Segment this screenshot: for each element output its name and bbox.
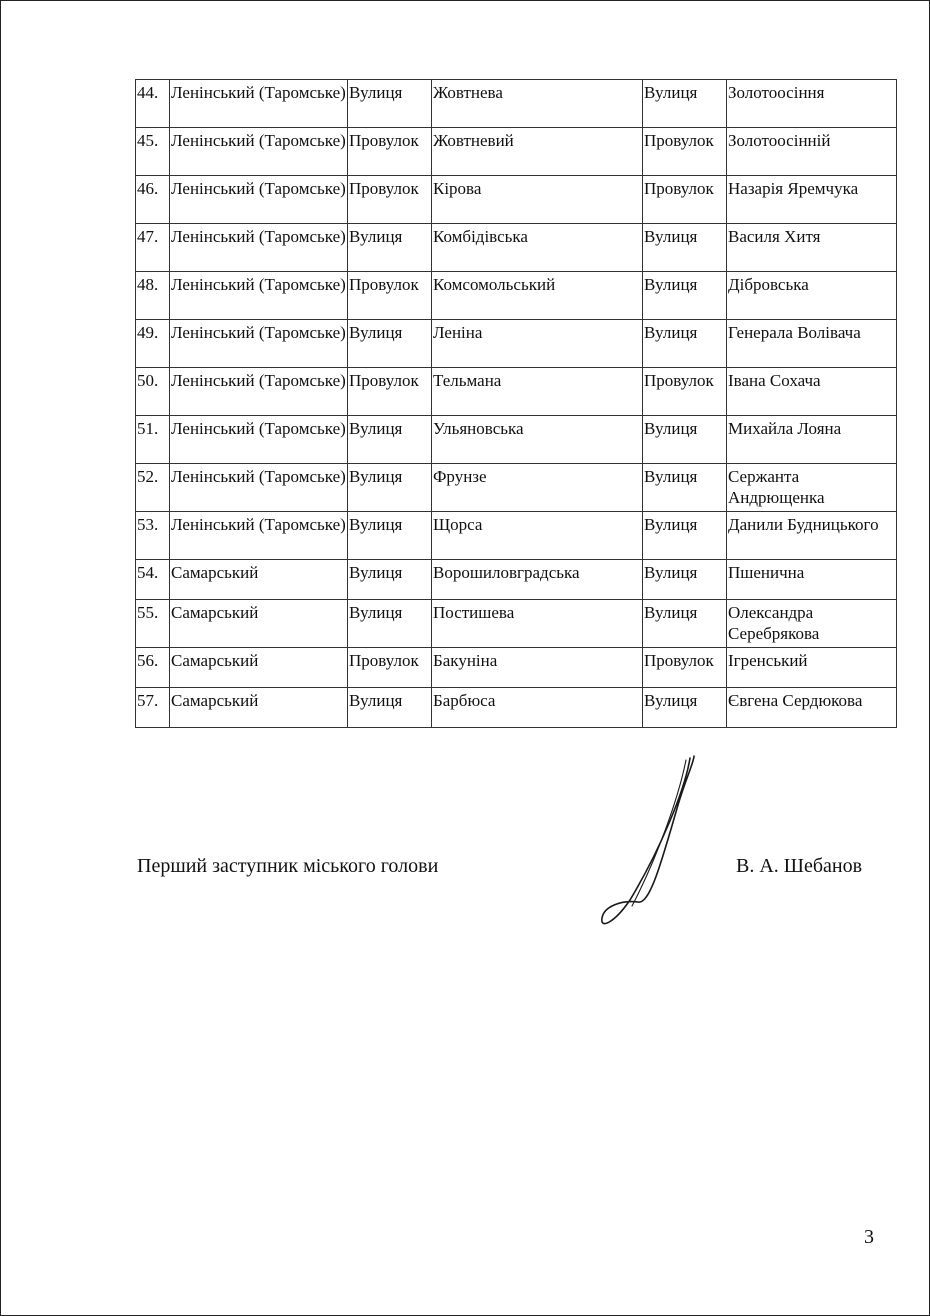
old-type-cell: Вулиця <box>348 320 432 368</box>
new-type-cell: Вулиця <box>643 560 727 600</box>
old-type-cell: Вулиця <box>348 600 432 648</box>
signatory-title: Перший заступник міського голови <box>137 855 439 877</box>
new-type-cell: Провулок <box>643 368 727 416</box>
old-type-cell: Провулок <box>348 648 432 688</box>
district-cell: Ленінський (Таромське) <box>170 224 348 272</box>
old-name-cell: Фрунзе <box>432 464 643 512</box>
old-name-cell: Бакуніна <box>432 648 643 688</box>
table-row <box>136 648 897 688</box>
row-number: 55. <box>136 600 170 648</box>
row-number: 54. <box>136 560 170 600</box>
new-type-cell: Вулиця <box>643 224 727 272</box>
table-row <box>136 416 897 464</box>
table-row <box>136 80 897 128</box>
old-name-cell: Щорса <box>432 512 643 560</box>
old-type-cell: Провулок <box>348 368 432 416</box>
new-type-cell: Провулок <box>643 648 727 688</box>
new-type-cell: Вулиця <box>643 464 727 512</box>
new-name-cell: Назарія Яремчука <box>727 176 897 224</box>
old-name-cell: Жовтнева <box>432 80 643 128</box>
new-type-cell: Провулок <box>643 128 727 176</box>
row-number: 45. <box>136 128 170 176</box>
new-type-cell: Вулиця <box>643 80 727 128</box>
old-name-cell: Кірова <box>432 176 643 224</box>
district-cell: Самарський <box>170 688 348 728</box>
old-name-cell: Тельмана <box>432 368 643 416</box>
district-cell: Ленінський (Таромське) <box>170 464 348 512</box>
table-row <box>136 176 897 224</box>
new-type-cell: Вулиця <box>643 600 727 648</box>
old-type-cell: Вулиця <box>348 80 432 128</box>
new-type-cell: Вулиця <box>643 320 727 368</box>
new-type-cell: Вулиця <box>643 512 727 560</box>
old-name-cell: Жовтневий <box>432 128 643 176</box>
district-cell: Самарський <box>170 600 348 648</box>
row-number: 46. <box>136 176 170 224</box>
row-number: 50. <box>136 368 170 416</box>
district-cell: Самарський <box>170 560 348 600</box>
row-number: 56. <box>136 648 170 688</box>
row-number: 51. <box>136 416 170 464</box>
old-name-cell: Ворошиловградська <box>432 560 643 600</box>
table-row <box>136 128 897 176</box>
new-name-cell: Генерала Волівача <box>727 320 897 368</box>
district-cell: Ленінський (Таромське) <box>170 80 348 128</box>
new-name-cell: Василя Хитя <box>727 224 897 272</box>
old-type-cell: Вулиця <box>348 416 432 464</box>
table-row <box>136 272 897 320</box>
row-number: 47. <box>136 224 170 272</box>
row-number: 48. <box>136 272 170 320</box>
street-renaming-table <box>135 79 897 728</box>
district-cell: Ленінський (Таромське) <box>170 176 348 224</box>
table-row <box>136 224 897 272</box>
old-type-cell: Вулиця <box>348 224 432 272</box>
new-name-cell: Євгена Сердюкова <box>727 688 897 728</box>
old-type-cell: Вулиця <box>348 560 432 600</box>
district-cell: Ленінський (Таромське) <box>170 128 348 176</box>
row-number: 52. <box>136 464 170 512</box>
old-type-cell: Вулиця <box>348 464 432 512</box>
table-row <box>136 688 897 728</box>
table-row <box>136 560 897 600</box>
old-type-cell: Вулиця <box>348 688 432 728</box>
new-name-cell: Івана Сохача <box>727 368 897 416</box>
new-type-cell: Вулиця <box>643 416 727 464</box>
new-name-cell: Золотоосінній <box>727 128 897 176</box>
row-number: 49. <box>136 320 170 368</box>
page-number: 3 <box>864 1226 874 1248</box>
old-name-cell: Постишева <box>432 600 643 648</box>
table-row <box>136 368 897 416</box>
handwritten-signature <box>590 750 710 945</box>
new-name-cell: Дібровська <box>727 272 897 320</box>
row-number: 44. <box>136 80 170 128</box>
table-row <box>136 320 897 368</box>
new-name-cell: Олександра Серебрякова <box>727 600 897 648</box>
row-number: 57. <box>136 688 170 728</box>
new-name-cell: Сержанта Андрющенка <box>727 464 897 512</box>
signatory-name: В. А. Шебанов <box>736 855 863 877</box>
new-name-cell: Пшенична <box>727 560 897 600</box>
district-cell: Ленінський (Таромське) <box>170 512 348 560</box>
table-row <box>136 600 897 648</box>
new-name-cell: Данили Будницького <box>727 512 897 560</box>
new-name-cell: Ігренський <box>727 648 897 688</box>
old-name-cell: Барбюса <box>432 688 643 728</box>
old-name-cell: Комсомольський <box>432 272 643 320</box>
old-type-cell: Провулок <box>348 128 432 176</box>
new-name-cell: Золотоосіння <box>727 80 897 128</box>
old-name-cell: Леніна <box>432 320 643 368</box>
old-name-cell: Ульяновська <box>432 416 643 464</box>
new-type-cell: Провулок <box>643 176 727 224</box>
old-type-cell: Провулок <box>348 272 432 320</box>
new-type-cell: Вулиця <box>643 272 727 320</box>
district-cell: Ленінський (Таромське) <box>170 320 348 368</box>
new-type-cell: Вулиця <box>643 688 727 728</box>
old-name-cell: Комбідівська <box>432 224 643 272</box>
old-type-cell: Вулиця <box>348 512 432 560</box>
old-type-cell: Провулок <box>348 176 432 224</box>
district-cell: Ленінський (Таромське) <box>170 368 348 416</box>
row-number: 53. <box>136 512 170 560</box>
district-cell: Ленінський (Таромське) <box>170 416 348 464</box>
district-cell: Ленінський (Таромське) <box>170 272 348 320</box>
new-name-cell: Михайла Лояна <box>727 416 897 464</box>
table-row <box>136 512 897 560</box>
table-row <box>136 464 897 512</box>
district-cell: Самарський <box>170 648 348 688</box>
